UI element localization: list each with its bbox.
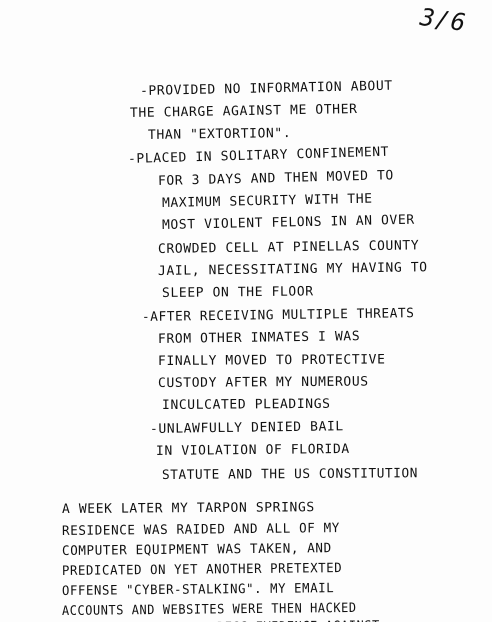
handwritten-line: IN VIOLATION OF FLORIDA xyxy=(155,441,350,459)
handwritten-line: STATUTE AND THE US CONSTITUTION xyxy=(161,466,419,483)
handwritten-line: THAN "EXTORTION". xyxy=(147,126,292,143)
handwritten-line: OFFENSE "CYBER-STALKING". MY EMAIL xyxy=(61,581,335,599)
handwritten-line: -UNLAWFULLY DENIED BAIL xyxy=(149,419,344,437)
handwritten-line: -AFTER RECEIVING MULTIPLE THREATS xyxy=(141,306,415,325)
handwritten-line: JAIL, NECESSITATING MY HAVING TO xyxy=(157,260,428,279)
handwritten-line: FINALLY MOVED TO PROTECTIVE xyxy=(157,352,386,369)
handwritten-line: FOR 3 DAYS AND THEN MOVED TO xyxy=(157,168,395,189)
handwritten-line: FROM OTHER INMATES I WAS xyxy=(157,329,361,347)
handwritten-line: MOST VIOLENT FELONS IN AN OVER xyxy=(161,212,415,233)
handwritten-line: -PROVIDED NO INFORMATION ABOUT xyxy=(139,78,393,99)
handwritten-line: CROWDED CELL AT PINELLAS COUNTY xyxy=(157,238,420,257)
handwritten-line: COMPUTER EQUIPMENT WAS TAKEN, AND xyxy=(61,541,332,559)
handwritten-line: MAXIMUM SECURITY WITH THE xyxy=(161,191,373,211)
handwritten-line: PREDICATED ON YET ANOTHER PRETEXTED xyxy=(61,561,343,579)
handwritten-line: CUSTODY AFTER MY NUMEROUS xyxy=(157,374,369,391)
handwritten-line: THE CHARGE AGAINST ME OTHER xyxy=(129,102,358,121)
handwritten-line: RESIDENCE WAS RAIDED AND ALL OF MY xyxy=(61,521,340,539)
handwritten-line: INCULCATED PLEADINGS xyxy=(161,396,331,413)
page-bottom-edge xyxy=(0,622,492,640)
page-number: 3/6 xyxy=(418,2,469,38)
handwritten-line: ACCOUNTS AND WEBSITES WERE THEN HACKED xyxy=(61,600,357,619)
handwritten-line: -PLACED IN SOLITARY CONFINEMENT xyxy=(127,144,390,167)
handwritten-line: A WEEK LATER MY TARPON SPRINGS xyxy=(61,500,315,517)
handwritten-line: SLEEP ON THE FLOOR xyxy=(161,284,314,301)
